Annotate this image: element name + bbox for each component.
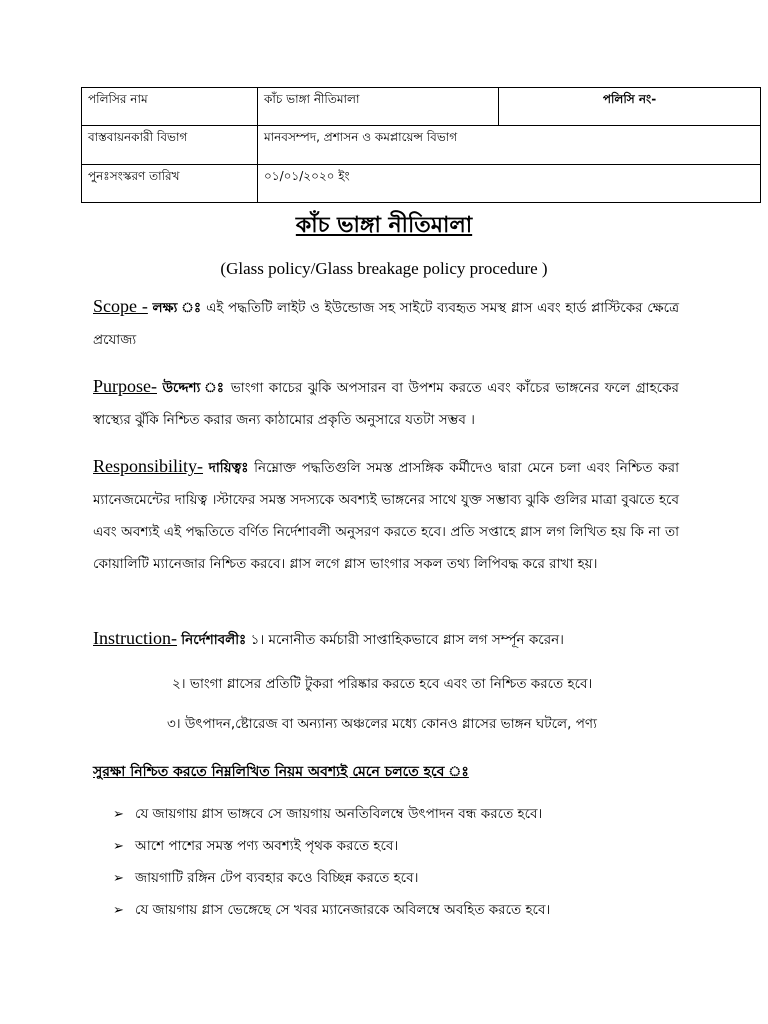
list-item: [113, 896, 550, 928]
safety-rule-text: যে জায়গায় গ্লাস ভাঙ্গবে সে জায়গায় অনতিবিলম্বে উৎপাদন বন্ধ করতে হবে।: [135, 806, 543, 822]
policy-name-label: পলিসির নাম: [82, 88, 258, 126]
document-title-text: কাঁচ ভাঙ্গা নীতিমালা: [295, 213, 473, 238]
scope-text: এই পদ্ধতিটি লাইট ও ইউন্ডোজ সহ সাইটে ব্যবহৃত সমস্থ গ্লাস এবং হার্ড প্লাস্টিকের ক্ষেত্রে প্রযোজ্য: [93, 300, 679, 348]
arrow-bullet-icon: ➢: [113, 903, 124, 918]
safety-rules-list: [113, 800, 550, 928]
responsibility-bn-heading: দায়িত্বঃ: [208, 460, 249, 476]
arrow-bullet-icon: ➢: [113, 839, 124, 854]
instruction-bn-heading: নির্দেশাবলীঃ: [181, 632, 247, 648]
responsibility-text: নিম্নোক্ত পদ্ধতিগুলি সমস্ত প্রাসঙ্গিক কর্মীদেও দ্বারা মেনে চলা এবং নিশ্চিত করা ম্যানেজমেন্টের দায়িত্ব ।স্টাফের সমস্ত সদস্যকে অবশ্যই ভাঙ্গনের সাথে যুক্ত সম্ভাব্য ঝুকি গুলির মাত্রা বুঝতে হবে এবং অবশ্যই এই পদ্ধতিতে বর্ণিত নির্দেশাবলী অনুসরণ করতে হবে। প্রতি সপ্তাহে গ্লাস লগ লিখিত হয় কি না তা কোয়ালিটি ম্যানেজার নিশ্চিত করবে। গ্লাস লগে গ্লাস ভাংগার সকল তথ্য লিপিবদ্ধ করে রাখা হয়।: [93, 460, 680, 572]
department-label: বাস্তবায়নকারী বিভাগ: [82, 126, 258, 165]
safety-rule-text: জায়গাটি রঙ্গিন টেপ ব্যবহার কওে বিচ্ছিন্ন করতে হবে।: [135, 870, 419, 886]
revision-date-value: ০১/০১/২০২০ ইং: [258, 165, 761, 203]
list-item: [113, 864, 550, 896]
safety-rule-text: যে জায়গায় গ্লাস ভেঙ্গেছে সে খবর ম্যানেজারকে অবিলম্বে অবহিত করতে হবে।: [135, 902, 551, 918]
policy-meta-table: [81, 87, 761, 203]
scope-bn-heading: লক্ষ্য ঃ: [152, 300, 202, 316]
responsibility-eng-heading: Responsibility-: [93, 456, 204, 476]
document-title: [0, 208, 768, 245]
scope-eng-heading: Scope -: [93, 296, 148, 316]
instruction-section: [93, 622, 679, 656]
meta-row-revision-date: [82, 165, 761, 203]
arrow-bullet-icon: ➢: [113, 871, 124, 886]
instruction-eng-heading: Instruction-: [93, 628, 177, 648]
purpose-section: [93, 370, 679, 436]
purpose-bn-heading: উদ্দেশ্য ঃ: [162, 380, 226, 396]
purpose-eng-heading: Purpose-: [93, 376, 157, 396]
meta-row-department: [82, 126, 761, 165]
document-subtitle: (Glass policy/Glass breakage policy procedure ): [220, 259, 548, 278]
instruction-item-2: ২। ভাংগা গ্লাসের প্রতিটি টুকরা পরিষ্কার করতে হবে এবং তা নিশ্চিত করতে হবে।: [172, 676, 593, 692]
safety-heading: সুরক্ষা নিশ্চিত করতে নিম্নলিখিত নিয়ম অবশ্যই মেনে চলতে হবে ঃ: [93, 764, 469, 780]
list-item: [113, 832, 550, 864]
instruction-item-3: ৩। উৎপাদন,ষ্টোরেজ বা অন্যান্য অঞ্চলের মধ্যে কোনও গ্লাসের ভাঙ্গন ঘটলে, পণ্য: [167, 716, 597, 732]
policy-number-label: পলিসি নং-: [499, 88, 761, 126]
arrow-bullet-icon: ➢: [113, 807, 124, 822]
purpose-text: ভাংগা কাচের ঝুকি অপসারন বা উপশম করতে এবং কাঁচের ভাঙ্গনের ফলে গ্রাহকের স্বাস্থ্যের ঝুঁকি নিশ্চিত করার জন্য কাঠামোর প্রকৃতি অনুসারে যতটা সম্ভব ।: [93, 380, 679, 428]
list-item: [113, 800, 550, 832]
safety-rule-text: আশে পাশের সমস্ত পণ্য অবশ্যই পৃথক করতে হবে।: [135, 838, 399, 854]
scope-section: [93, 290, 679, 356]
instruction-item-1: ১। মনোনীত কর্মচারী সাপ্তাহিকভাবে গ্লাস লগ সর্ম্পূন করেন।: [250, 632, 565, 648]
revision-date-label: পুনঃসংস্করণ তারিখ: [82, 165, 258, 203]
policy-name-value: কাঁচ ভাঙ্গা নীতিমালা: [258, 88, 499, 126]
department-value: মানবসম্পদ, প্রশাসন ও কমপ্লায়েন্স বিভাগ: [258, 126, 761, 165]
responsibility-section: [93, 450, 679, 580]
meta-row-policy-name: [82, 88, 761, 126]
